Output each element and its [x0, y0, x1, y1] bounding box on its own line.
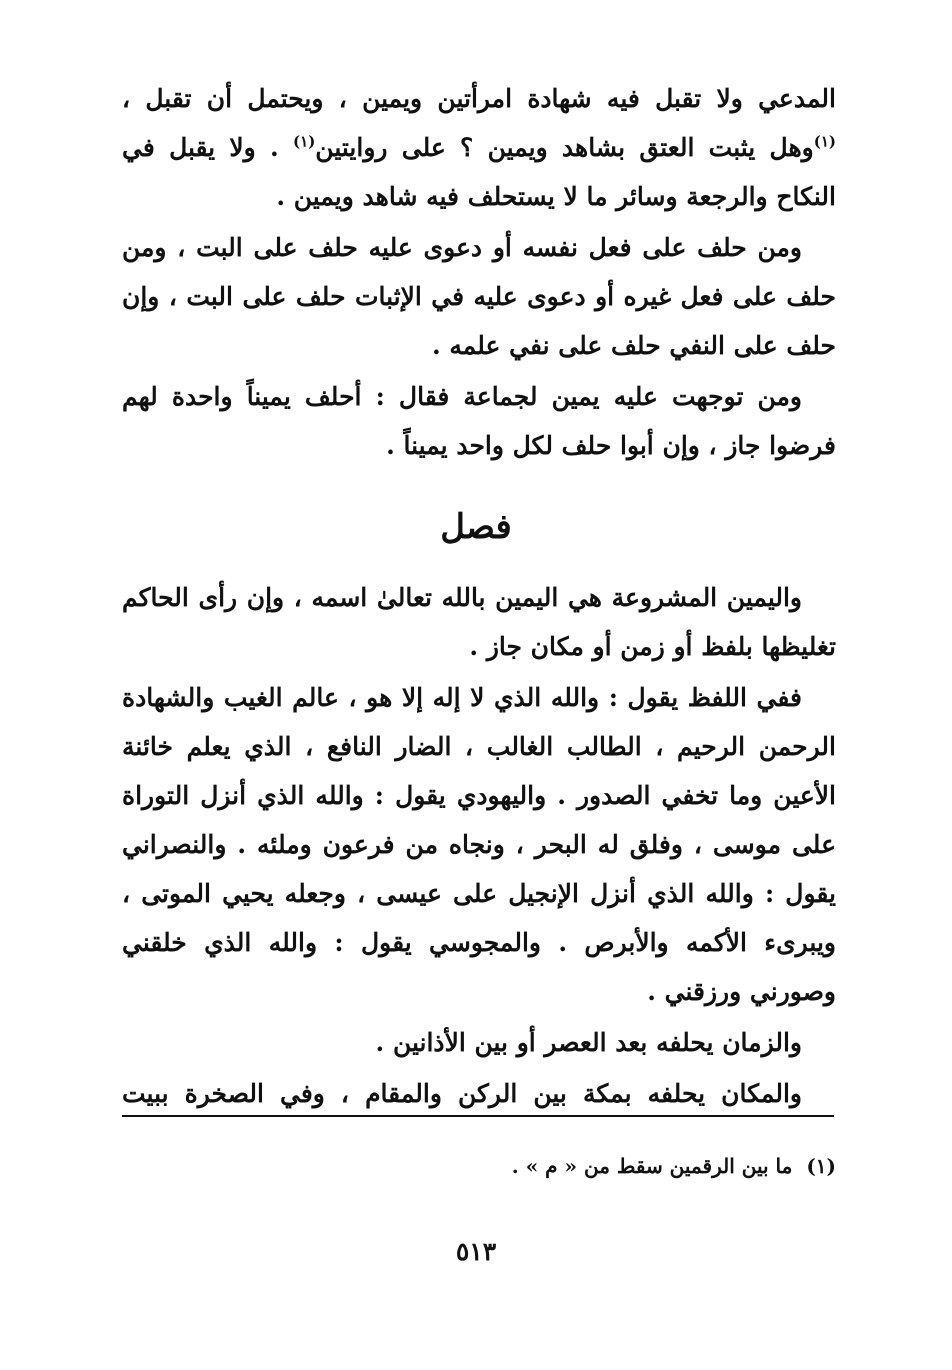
footnote-marker: (١): [293, 132, 316, 151]
paragraph-1-part-1: المدعي ولا تقبل فيه شهادة امرأتين ويمين ، ويحتمل أن تقبل ،: [122, 84, 836, 113]
paragraph-7: والمكان يحلفه بمكة بين الركن والمقام ، وفي الصخرة ببيت: [122, 1079, 802, 1108]
paragraph-6: والزمان يحلفه بعد العصر أو بين الأذانين .: [375, 1028, 802, 1057]
paragraph-1: [122, 74, 836, 221]
footnote-marker: (١): [813, 132, 837, 151]
footnote-number: (١): [806, 1154, 836, 1178]
paragraph-5: ففي اللفظ يقول : والله الذي لا إله إلا هو ، عالم الغيب والشهادة الرحمن الرحيم ، الطالب الغالب ، الضار النافع ، الذي يعلم خائنة الأعين وما تخفي الصدور . واليهودي يقول : والله الذي أنزل التوراة على موسى ، وفلق له البحر ، ونجاه من فرعون وملئه . والنصراني يقول : والله الذي أنزل الإنجيل على عيسى ، وجعله يحيي الموتى ، ويبرىء الأكمه والأبرص . والمجوسي يقول : والله الذي خلقني وصورني ورزقني .: [122, 683, 836, 1006]
paragraph-1-part-2: وهل يثبت العتق بشاهد ويمين ؟ على روايتين: [315, 133, 814, 162]
footnote-divider: [122, 1115, 834, 1117]
page-number: ٥١٣: [455, 1237, 497, 1266]
footnote: [122, 1148, 836, 1184]
paragraph-3: ومن توجهت عليه يمين لجماعة فقال : أحلف يميناً واحدة لهم فرضوا جاز ، وإن أبوا حلف لكل واحد يميناً .: [122, 382, 836, 460]
text-section-2: [122, 573, 836, 1120]
paragraph-2: ومن حلف على فعل نفسه أو دعوى عليه حلف على البت ، ومن حلف على فعل غيره أو دعوى عليه في الإثبات حلف على البت ، وإن حلف على النفي حلف على نفي علمه .: [122, 233, 836, 360]
footnote-text: ما بين الرقمين سقط من « م » .: [511, 1154, 793, 1178]
text-section-1: [122, 74, 836, 472]
section-heading: فصل: [440, 507, 512, 547]
paragraph-1-part-3: . ولا يقبل في النكاح والرجعة وسائر ما لا يستحلف فيه شاهد ويمين .: [122, 133, 836, 211]
paragraph-4: واليمين المشروعة هي اليمين بالله تعالىٰ اسمه ، وإن رأى الحاكم تغليظها بلفظ أو زمن أو مكان جاز .: [122, 583, 836, 661]
